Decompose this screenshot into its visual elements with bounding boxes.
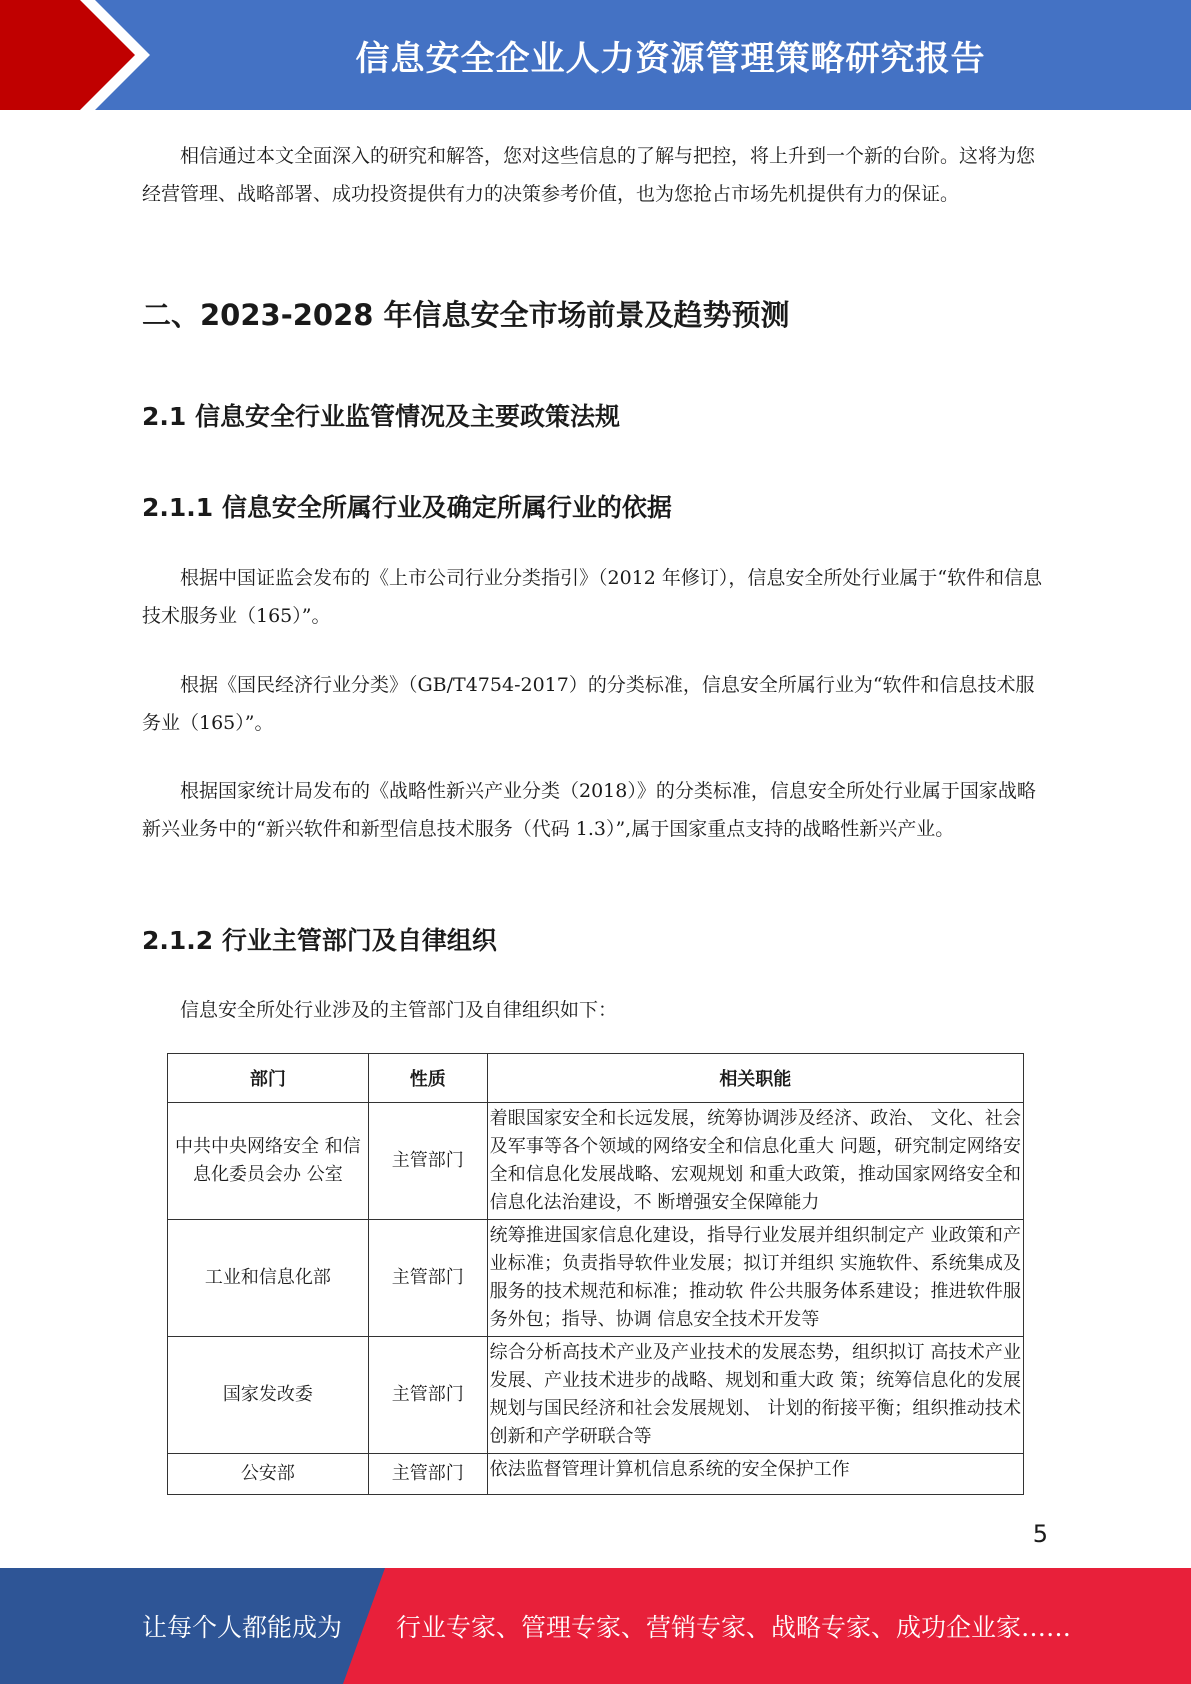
table-cell-duty: 依法监督管理计算机信息系统的安全保护工作 <box>487 1454 1023 1495</box>
page-header <box>0 0 1191 110</box>
table-cell-nature: 主管部门 <box>368 1220 487 1337</box>
section-2-1-title: 2.1 信息安全行业监管情况及主要政策法规 <box>142 402 620 431</box>
section-2-1-2-intro: 信息安全所处行业涉及的主管部门及自律组织如下： <box>180 999 618 1021</box>
table-cell-nature: 主管部门 <box>368 1103 487 1220</box>
table-row <box>168 1220 1024 1337</box>
footer-slogan-left: 让每个人都能成为 <box>142 1613 343 1642</box>
table-row <box>168 1454 1024 1495</box>
table-cell-dept: 公安部 <box>168 1454 369 1495</box>
intro-paragraph: 相信通过本文全面深入的研究和解答，您对这些信息的了解与把控，将上升到一个新的台阶。这将为您经营管理、战略部署、成功投资提供有力的决策参考价值，也为您抢占市场先机提供有力的保证。 <box>142 145 1036 205</box>
intro-section <box>142 137 1050 213</box>
table-header-dept: 部门 <box>168 1054 369 1103</box>
section-2-1-2-intro-wrap <box>142 991 1050 1029</box>
section-2-1-2-title: 2.1.2 行业主管部门及自律组织 <box>142 926 497 955</box>
section-2-title: 二、2023-2028 年信息安全市场前景及趋势预测 <box>142 298 790 332</box>
section-2-1-1-paragraph: 根据《国民经济行业分类》（GB/T4754-2017）的分类标准，信息安全所属行业为“软件和信息技术服务业（165）”。 <box>142 674 1035 734</box>
table-header-nature: 性质 <box>368 1054 487 1103</box>
table-cell-nature: 主管部门 <box>368 1337 487 1454</box>
section-2-1-1-paragraph-2-wrap <box>142 666 1050 742</box>
section-2-1-1-title: 2.1.1 信息安全所属行业及确定所属行业的依据 <box>142 493 672 522</box>
table-cell-duty: 着眼国家安全和长远发展，统筹协调涉及经济、政治、 文化、社会及军事等各个领域的网络安全和信息化重大 问题，研究制定网络安全和信息化发展战略、宏观规划 和重大政策，推动国家网络安全和信息化法治建设，不 断增强安全保障能力 <box>487 1103 1023 1220</box>
page-footer <box>0 1568 1191 1684</box>
regulatory-bodies-table <box>167 1053 1024 1495</box>
table-cell-dept: 工业和信息化部 <box>168 1220 369 1337</box>
header-title: 信息安全企业人力资源管理策略研究报告 <box>355 38 986 79</box>
table-header-duty: 相关职能 <box>487 1054 1023 1103</box>
section-2-1-1-paragraph-1-wrap <box>142 559 1050 635</box>
table-cell-nature: 主管部门 <box>368 1454 487 1495</box>
table-cell-duty: 综合分析高技术产业及产业技术的发展态势，组织拟订 高技术产业发展、产业技术进步的战略、规划和重大政 策；统筹信息化的发展规划与国民经济和社会发展规划、 计划的衔接平衡；组织推动技术创新和产学研联合等 <box>487 1337 1023 1454</box>
table-cell-dept: 中共中央网络安全 和信息化委员会办 公室 <box>168 1103 369 1220</box>
table-row <box>168 1103 1024 1220</box>
page-number: 5 <box>1032 1520 1048 1548</box>
table-row <box>168 1337 1024 1454</box>
header-arrow-decoration <box>0 0 160 110</box>
table-cell-dept: 国家发改委 <box>168 1337 369 1454</box>
footer-slogan-right: 行业专家、管理专家、营销专家、战略专家、成功企业家…… <box>396 1613 1072 1642</box>
table-header-row <box>168 1054 1024 1103</box>
section-2-1-1-paragraph-3-wrap <box>142 772 1050 848</box>
section-2-1-1-paragraph: 根据中国证监会发布的《上市公司行业分类指引》（2012 年修订），信息安全所处行业属于“软件和信息技术服务业（165）”。 <box>142 567 1043 627</box>
section-2-1-1-paragraph: 根据国家统计局发布的《战略性新兴产业分类（2018）》的分类标准，信息安全所处行业属于国家战略新兴业务中的“新兴软件和新型信息技术服务（代码 1.3）”,属于国家重点支持的战略性新兴产业。 <box>142 780 1036 840</box>
table-cell-duty: 统筹推进国家信息化建设，指导行业发展并组织制定产 业政策和产业标准；负责指导软件业发展；拟订并组织 实施软件、系统集成及服务的技术规范和标准；推动软 件公共服务体系建设；推进软件服务外包；指导、协调 信息安全技术开发等 <box>487 1220 1023 1337</box>
